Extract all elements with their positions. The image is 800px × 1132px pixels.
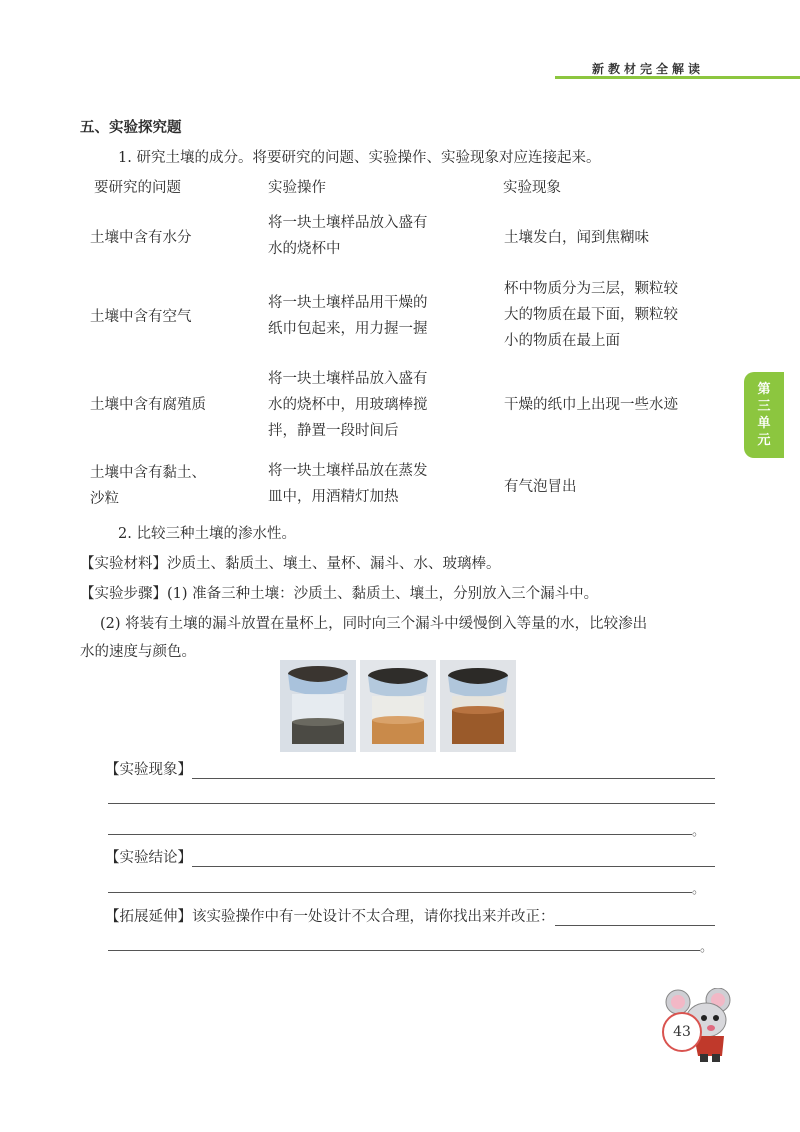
period-mark: 。 [692,824,706,839]
operation-text: 皿中，用酒精灯加热 [268,489,399,505]
period-mark: 。 [692,882,706,897]
phenomenon-text: 干燥的纸巾上出现一些水迹 [504,397,678,413]
phenomenon-text: 有气泡冒出 [504,479,577,495]
operation-text: 拌，静置一段时间后 [268,423,399,439]
question-text: 沙粒 [90,491,119,507]
phenomenon-text: 小的物质在最上面 [504,333,620,349]
extension-answer-line[interactable] [555,908,716,926]
operation-text: 将一块土壤样品放在蒸发 [268,463,428,479]
phenomenon-item[interactable] [504,225,649,251]
phenomenon-answer-line-2[interactable] [108,803,715,804]
operation-text: 纸巾包起来，用力握一握 [268,321,428,337]
conclusion-label: 【实验结论】 [105,850,192,866]
side-tab-char: 元 [757,433,771,448]
question-item[interactable] [90,460,206,512]
operation-item[interactable] [268,210,428,262]
extension-label: 【拓展延伸】该实验操作中有一处设计不太合理，请你找出来并改正： [105,909,555,925]
header-title: 新教材完全解读 [592,62,705,76]
phenomenon-answer-line[interactable] [192,761,715,779]
conclusion-answer-line-2[interactable] [108,892,692,893]
funnel-photo-sandy [280,660,356,752]
operation-text: 将一块土壤样品放入盛有 [268,215,428,231]
materials-text: 【实验材料】沙质土、黏质土、壤土、量杯、漏斗、水、玻璃棒。 [80,556,501,572]
funnel-photo-clay [360,660,436,752]
question-text: 土壤中含有腐殖质 [90,397,206,413]
steps-text-1: 【实验步骤】(1) 准备三种土壤：沙质土、黏质土、壤土，分别放入三个漏斗中。 [80,586,599,602]
column-header-operations: 实验操作 [268,180,326,196]
conclusion-answer-line[interactable] [192,849,715,867]
funnel-photos [276,660,514,752]
operation-text: 将一块土壤样品放入盛有 [268,371,428,387]
phenomenon-item[interactable] [504,474,577,500]
steps-text-2: (2) 将装有土壤的漏斗放置在量杯上，同时向三个漏斗中缓慢倒入等量的水，比较渗出 [100,616,648,632]
phenomenon-text: 土壤发白，闻到焦糊味 [504,230,649,246]
column-header-phenomena: 实验现象 [503,180,561,196]
phenomenon-text: 大的物质在最下面，颗粒较 [504,307,678,323]
side-tab-char: 三 [757,399,771,414]
operation-text: 水的烧杯中 [268,241,341,257]
phenomenon-answer-row [105,758,715,779]
extension-answer-row [105,905,715,926]
operation-item[interactable] [268,290,428,342]
unit-side-tab [744,372,784,458]
question-text: 土壤中含有水分 [90,230,192,246]
phenomenon-item[interactable] [504,392,678,418]
header-divider [555,76,800,79]
phenomenon-answer-line-3[interactable] [108,834,692,835]
question-2-prompt: 2. 比较三种土壤的渗水性。 [118,526,296,542]
side-tab-char: 单 [757,416,771,431]
question-text: 土壤中含有空气 [90,309,192,325]
question-text: 土壤中含有黏土、 [90,465,206,481]
operation-item[interactable] [268,366,428,444]
phenomenon-label: 【实验现象】 [105,762,192,778]
question-item[interactable] [90,225,192,251]
side-tab-char: 第 [757,382,771,397]
column-header-questions: 要研究的问题 [94,180,181,196]
operation-text: 水的烧杯中，用玻璃棒搅 [268,397,428,413]
section-title: 五、实验探究题 [80,120,182,136]
extension-answer-line-2[interactable] [108,950,700,951]
operation-item[interactable] [268,458,428,510]
operation-text: 将一块土壤样品用干燥的 [268,295,428,311]
question-1-prompt: 1. 研究土壤的成分。将要研究的问题、实验操作、实验现象对应连接起来。 [118,150,601,166]
question-item[interactable] [90,304,192,330]
steps-text-2-cont: 水的速度与颜色。 [80,644,196,660]
funnel-photo-loam [440,660,516,752]
question-item[interactable] [90,392,206,418]
period-mark: 。 [700,940,714,955]
phenomenon-item[interactable] [504,276,678,354]
page-number: 43 [662,1012,702,1052]
phenomenon-text: 杯中物质分为三层，颗粒较 [504,281,678,297]
conclusion-answer-row [105,846,715,867]
